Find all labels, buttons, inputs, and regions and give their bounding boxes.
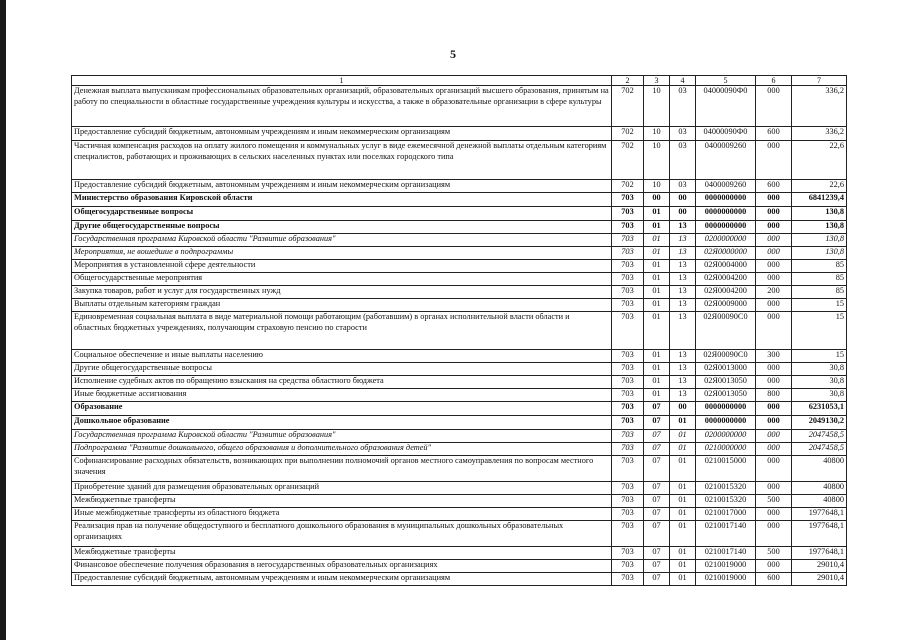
- row-subsection-cell: 01: [670, 482, 696, 495]
- table-row: [72, 547, 847, 560]
- row-expense-type-cell: 500: [756, 495, 792, 508]
- row-name-cell: Социальное обеспечение и иные выплаты населению: [72, 350, 612, 363]
- row-subsection-cell: 00: [670, 207, 696, 221]
- row-amount-cell: 30,8: [792, 389, 847, 402]
- row-amount-cell: 30,8: [792, 376, 847, 389]
- row-section-cell: 07: [644, 547, 670, 560]
- table-row: [72, 495, 847, 508]
- table-row: [72, 86, 847, 127]
- row-name-cell: Софинансирование расходных обязательств, возникающих при выполнении полномочий органов местного самоуправления по вопросам местного значения: [72, 456, 612, 482]
- row-code-cell: 702: [612, 86, 644, 127]
- table-row: [72, 573, 847, 586]
- row-section-cell: 01: [644, 207, 670, 221]
- row-name-cell: Приобретение зданий для размещения образовательных организаций: [72, 482, 612, 495]
- table-row: [72, 247, 847, 260]
- row-code-cell: 703: [612, 193, 644, 207]
- row-subsection-cell: 03: [670, 180, 696, 193]
- row-expense-type-cell: 000: [756, 363, 792, 376]
- row-section-cell: 01: [644, 286, 670, 299]
- row-subsection-cell: 00: [670, 193, 696, 207]
- row-section-cell: 01: [644, 234, 670, 247]
- row-subsection-cell: 01: [670, 573, 696, 586]
- table-row: [72, 180, 847, 193]
- row-name-cell: Межбюджетные трансферты: [72, 547, 612, 560]
- table-row: [72, 363, 847, 376]
- row-target-article-cell: 0000000000: [696, 193, 756, 207]
- row-section-cell: 07: [644, 482, 670, 495]
- row-code-cell: 703: [612, 495, 644, 508]
- row-amount-cell: 29010,4: [792, 560, 847, 573]
- table-row: [72, 127, 847, 141]
- row-subsection-cell: 03: [670, 86, 696, 127]
- row-expense-type-cell: 200: [756, 286, 792, 299]
- row-section-cell: 07: [644, 508, 670, 521]
- row-amount-cell: 40800: [792, 495, 847, 508]
- row-expense-type-cell: 000: [756, 430, 792, 443]
- row-name-cell: Мероприятия в установленной сфере деятельности: [72, 260, 612, 273]
- row-amount-cell: 2047458,5: [792, 443, 847, 456]
- row-expense-type-cell: 000: [756, 247, 792, 260]
- row-expense-type-cell: 600: [756, 180, 792, 193]
- row-code-cell: 703: [612, 443, 644, 456]
- row-target-article-cell: 02Я00090С0: [696, 312, 756, 350]
- row-expense-type-cell: 000: [756, 221, 792, 234]
- table-row: [72, 402, 847, 416]
- table-row: [72, 141, 847, 180]
- page-number: 5: [450, 47, 456, 61]
- row-target-article-cell: 02Я0000000: [696, 247, 756, 260]
- table-row: [72, 430, 847, 443]
- row-amount-cell: 15: [792, 312, 847, 350]
- row-target-article-cell: 0000000000: [696, 416, 756, 430]
- header-cell: 3: [644, 76, 670, 86]
- table-row: [72, 234, 847, 247]
- row-name-cell: Предоставление субсидий бюджетным, автономным учреждениям и иным некоммерческим организациям: [72, 180, 612, 193]
- row-code-cell: 702: [612, 127, 644, 141]
- row-code-cell: 703: [612, 247, 644, 260]
- row-subsection-cell: 01: [670, 508, 696, 521]
- row-code-cell: 703: [612, 573, 644, 586]
- row-subsection-cell: 01: [670, 416, 696, 430]
- row-amount-cell: 1977648,1: [792, 508, 847, 521]
- table-row: [72, 312, 847, 350]
- row-target-article-cell: 0210015000: [696, 456, 756, 482]
- row-name-cell: Закупка товаров, работ и услуг для государственных нужд: [72, 286, 612, 299]
- row-target-article-cell: 04000090Ф0: [696, 127, 756, 141]
- row-expense-type-cell: 000: [756, 376, 792, 389]
- row-name-cell: Дошкольное образование: [72, 416, 612, 430]
- row-target-article-cell: 02Я0004200: [696, 273, 756, 286]
- row-expense-type-cell: 600: [756, 127, 792, 141]
- table-row: [72, 443, 847, 456]
- row-name-cell: Предоставление субсидий бюджетным, автономным учреждениям и иным некоммерческим организациям: [72, 127, 612, 141]
- row-expense-type-cell: 000: [756, 299, 792, 312]
- table-row: [72, 273, 847, 286]
- table-row: [72, 260, 847, 273]
- row-expense-type-cell: 000: [756, 482, 792, 495]
- row-code-cell: 703: [612, 273, 644, 286]
- row-amount-cell: 85: [792, 273, 847, 286]
- row-section-cell: 07: [644, 560, 670, 573]
- row-amount-cell: 15: [792, 350, 847, 363]
- row-section-cell: 07: [644, 456, 670, 482]
- row-section-cell: 01: [644, 389, 670, 402]
- row-subsection-cell: 13: [670, 234, 696, 247]
- row-amount-cell: 130,8: [792, 234, 847, 247]
- row-target-article-cell: 0000000000: [696, 402, 756, 416]
- row-subsection-cell: 01: [670, 547, 696, 560]
- row-expense-type-cell: 000: [756, 312, 792, 350]
- row-subsection-cell: 13: [670, 260, 696, 273]
- header-cell: 1: [72, 76, 612, 86]
- row-name-cell: Предоставление субсидий бюджетным, автономным учреждениям и иным некоммерческим организациям: [72, 573, 612, 586]
- table-row: [72, 221, 847, 234]
- row-target-article-cell: 0210015320: [696, 482, 756, 495]
- row-target-article-cell: 0210017140: [696, 547, 756, 560]
- row-expense-type-cell: 000: [756, 456, 792, 482]
- row-code-cell: 703: [612, 221, 644, 234]
- row-target-article-cell: 02Я0013000: [696, 363, 756, 376]
- row-name-cell: Министерство образования Кировской области: [72, 193, 612, 207]
- row-subsection-cell: 13: [670, 363, 696, 376]
- row-target-article-cell: 02Я0004200: [696, 286, 756, 299]
- row-subsection-cell: 03: [670, 127, 696, 141]
- row-name-cell: Реализация прав на получение общедоступного и бесплатного дошкольного образования в муниципальных дошкольных образовательных организациях: [72, 521, 612, 547]
- table-row: [72, 482, 847, 495]
- page-edge-shadow: [0, 0, 6, 640]
- row-code-cell: 703: [612, 456, 644, 482]
- row-target-article-cell: 0000000000: [696, 207, 756, 221]
- row-amount-cell: 6231053,1: [792, 402, 847, 416]
- row-target-article-cell: 0210000000: [696, 443, 756, 456]
- row-expense-type-cell: 000: [756, 402, 792, 416]
- row-code-cell: 703: [612, 560, 644, 573]
- row-name-cell: Единовременная социальная выплата в виде материальной помощи работающим (работавшим) в органах исполнительной власти области и областных бюджетных учреждениях, получающим страховую пенсию по старости: [72, 312, 612, 350]
- row-section-cell: 07: [644, 573, 670, 586]
- row-code-cell: 703: [612, 430, 644, 443]
- row-name-cell: Государственная программа Кировской области "Развитие образования": [72, 234, 612, 247]
- row-expense-type-cell: 000: [756, 193, 792, 207]
- row-amount-cell: 22,6: [792, 180, 847, 193]
- row-name-cell: Общегосударственные мероприятия: [72, 273, 612, 286]
- row-amount-cell: 130,8: [792, 207, 847, 221]
- row-amount-cell: 40800: [792, 482, 847, 495]
- row-expense-type-cell: 000: [756, 443, 792, 456]
- row-target-article-cell: 02Я00090С0: [696, 350, 756, 363]
- row-amount-cell: 2047458,5: [792, 430, 847, 443]
- budget-table: [71, 75, 847, 586]
- row-subsection-cell: 01: [670, 560, 696, 573]
- row-section-cell: 00: [644, 193, 670, 207]
- row-section-cell: 07: [644, 402, 670, 416]
- row-section-cell: 07: [644, 495, 670, 508]
- row-target-article-cell: 0400009260: [696, 180, 756, 193]
- row-amount-cell: 1977648,1: [792, 521, 847, 547]
- row-code-cell: 703: [612, 376, 644, 389]
- row-subsection-cell: 01: [670, 443, 696, 456]
- table-row: [72, 560, 847, 573]
- row-target-article-cell: 04000090Ф0: [696, 86, 756, 127]
- row-name-cell: Частичная компенсация расходов на оплату жилого помещения и коммунальных услуг в виде ежемесячной денежной выплаты отдельным категориям специалистов, работающих и проживающих в сельских населенных пунктах или поселках городского типа: [72, 141, 612, 180]
- row-name-cell: Другие общегосударственные вопросы: [72, 221, 612, 234]
- header-cell: 7: [792, 76, 847, 86]
- row-expense-type-cell: 000: [756, 416, 792, 430]
- row-subsection-cell: 13: [670, 350, 696, 363]
- row-section-cell: 01: [644, 350, 670, 363]
- row-subsection-cell: 13: [670, 286, 696, 299]
- row-section-cell: 01: [644, 273, 670, 286]
- table-row: [72, 389, 847, 402]
- row-code-cell: 703: [612, 260, 644, 273]
- row-section-cell: 01: [644, 247, 670, 260]
- row-code-cell: 703: [612, 389, 644, 402]
- row-code-cell: 703: [612, 482, 644, 495]
- row-code-cell: 703: [612, 299, 644, 312]
- row-section-cell: 10: [644, 141, 670, 180]
- row-name-cell: Финансовое обеспечение получения образования в негосударственных образовательных организациях: [72, 560, 612, 573]
- row-code-cell: 703: [612, 547, 644, 560]
- row-code-cell: 702: [612, 141, 644, 180]
- table-row: [72, 508, 847, 521]
- row-section-cell: 07: [644, 430, 670, 443]
- row-code-cell: 703: [612, 402, 644, 416]
- row-section-cell: 10: [644, 180, 670, 193]
- row-subsection-cell: 13: [670, 389, 696, 402]
- row-amount-cell: 40800: [792, 456, 847, 482]
- row-subsection-cell: 13: [670, 247, 696, 260]
- row-code-cell: 703: [612, 312, 644, 350]
- row-section-cell: 01: [644, 363, 670, 376]
- row-amount-cell: 130,8: [792, 247, 847, 260]
- header-cell: 5: [696, 76, 756, 86]
- row-target-article-cell: 0210015320: [696, 495, 756, 508]
- row-subsection-cell: 01: [670, 521, 696, 547]
- row-target-article-cell: 0210019000: [696, 573, 756, 586]
- row-expense-type-cell: 000: [756, 560, 792, 573]
- row-code-cell: 702: [612, 180, 644, 193]
- row-code-cell: 703: [612, 234, 644, 247]
- row-name-cell: Образование: [72, 402, 612, 416]
- row-subsection-cell: 01: [670, 430, 696, 443]
- row-amount-cell: 2049130,2: [792, 416, 847, 430]
- row-subsection-cell: 13: [670, 221, 696, 234]
- row-subsection-cell: 03: [670, 141, 696, 180]
- row-amount-cell: 1977648,1: [792, 547, 847, 560]
- table-row: [72, 416, 847, 430]
- header-cell: 2: [612, 76, 644, 86]
- row-amount-cell: 336,2: [792, 86, 847, 127]
- row-amount-cell: 6841239,4: [792, 193, 847, 207]
- row-name-cell: Другие общегосударственные вопросы: [72, 363, 612, 376]
- row-expense-type-cell: 000: [756, 207, 792, 221]
- row-expense-type-cell: 000: [756, 273, 792, 286]
- row-amount-cell: 336,2: [792, 127, 847, 141]
- row-expense-type-cell: 000: [756, 521, 792, 547]
- row-code-cell: 703: [612, 363, 644, 376]
- row-section-cell: 07: [644, 521, 670, 547]
- row-section-cell: 01: [644, 221, 670, 234]
- table-row: [72, 456, 847, 482]
- table-row: [72, 299, 847, 312]
- row-expense-type-cell: 500: [756, 547, 792, 560]
- table-row: [72, 286, 847, 299]
- row-target-article-cell: 0210017000: [696, 508, 756, 521]
- row-section-cell: 10: [644, 86, 670, 127]
- row-section-cell: 07: [644, 443, 670, 456]
- row-subsection-cell: 01: [670, 456, 696, 482]
- row-target-article-cell: 02Я0013050: [696, 389, 756, 402]
- row-code-cell: 703: [612, 521, 644, 547]
- row-section-cell: 07: [644, 416, 670, 430]
- row-subsection-cell: 13: [670, 312, 696, 350]
- row-name-cell: Иные межбюджетные трансферты из областного бюджета: [72, 508, 612, 521]
- row-amount-cell: 85: [792, 286, 847, 299]
- row-section-cell: 01: [644, 312, 670, 350]
- row-expense-type-cell: 000: [756, 260, 792, 273]
- table-row: [72, 376, 847, 389]
- row-amount-cell: 85: [792, 260, 847, 273]
- row-section-cell: 01: [644, 260, 670, 273]
- row-amount-cell: 30,8: [792, 363, 847, 376]
- row-amount-cell: 29010,4: [792, 573, 847, 586]
- table-row: [72, 350, 847, 363]
- row-name-cell: Государственная программа Кировской области "Развитие образования": [72, 430, 612, 443]
- table-row: [72, 207, 847, 221]
- table-row: [72, 521, 847, 547]
- row-name-cell: Выплаты отдельным категориям граждан: [72, 299, 612, 312]
- row-target-article-cell: 02Я0009000: [696, 299, 756, 312]
- header-cell: 4: [670, 76, 696, 86]
- row-name-cell: Иные бюджетные ассигнования: [72, 389, 612, 402]
- row-expense-type-cell: 000: [756, 508, 792, 521]
- row-name-cell: Подпрограмма "Развитие дошкольного, общего образования и дополнительного образования детей": [72, 443, 612, 456]
- row-code-cell: 703: [612, 207, 644, 221]
- row-name-cell: Денежная выплата выпускникам профессиональных образовательных организаций, образовательных организаций высшего образования, принятым на работу по специальности в областные государственные учреждения культуры и искусства, а также в образовательные организации в сфере культуры: [72, 86, 612, 127]
- row-subsection-cell: 01: [670, 495, 696, 508]
- row-name-cell: Общегосударственные вопросы: [72, 207, 612, 221]
- row-name-cell: Исполнение судебных актов по обращению взыскания на средства областного бюджета: [72, 376, 612, 389]
- row-section-cell: 01: [644, 376, 670, 389]
- row-target-article-cell: 0200000000: [696, 234, 756, 247]
- row-expense-type-cell: 000: [756, 86, 792, 127]
- row-name-cell: Межбюджетные трансферты: [72, 495, 612, 508]
- row-subsection-cell: 13: [670, 376, 696, 389]
- row-name-cell: Мероприятия, не вошедшие в подпрограммы: [72, 247, 612, 260]
- row-target-article-cell: 02Я0004000: [696, 260, 756, 273]
- row-subsection-cell: 13: [670, 273, 696, 286]
- table-row: [72, 193, 847, 207]
- row-subsection-cell: 13: [670, 299, 696, 312]
- row-amount-cell: 22,6: [792, 141, 847, 180]
- row-amount-cell: 130,8: [792, 221, 847, 234]
- row-expense-type-cell: 800: [756, 389, 792, 402]
- row-expense-type-cell: 600: [756, 573, 792, 586]
- row-code-cell: 703: [612, 508, 644, 521]
- table-header-row: [72, 76, 847, 86]
- row-target-article-cell: 0400009260: [696, 141, 756, 180]
- row-section-cell: 10: [644, 127, 670, 141]
- header-cell: 6: [756, 76, 792, 86]
- row-code-cell: 703: [612, 286, 644, 299]
- row-target-article-cell: 02Я0013050: [696, 376, 756, 389]
- row-code-cell: 703: [612, 350, 644, 363]
- row-expense-type-cell: 300: [756, 350, 792, 363]
- row-target-article-cell: 0210019000: [696, 560, 756, 573]
- row-target-article-cell: 0200000000: [696, 430, 756, 443]
- row-section-cell: 01: [644, 299, 670, 312]
- row-subsection-cell: 00: [670, 402, 696, 416]
- row-amount-cell: 15: [792, 299, 847, 312]
- row-target-article-cell: 0210017140: [696, 521, 756, 547]
- row-code-cell: 703: [612, 416, 644, 430]
- row-target-article-cell: 0000000000: [696, 221, 756, 234]
- row-expense-type-cell: 000: [756, 141, 792, 180]
- row-expense-type-cell: 000: [756, 234, 792, 247]
